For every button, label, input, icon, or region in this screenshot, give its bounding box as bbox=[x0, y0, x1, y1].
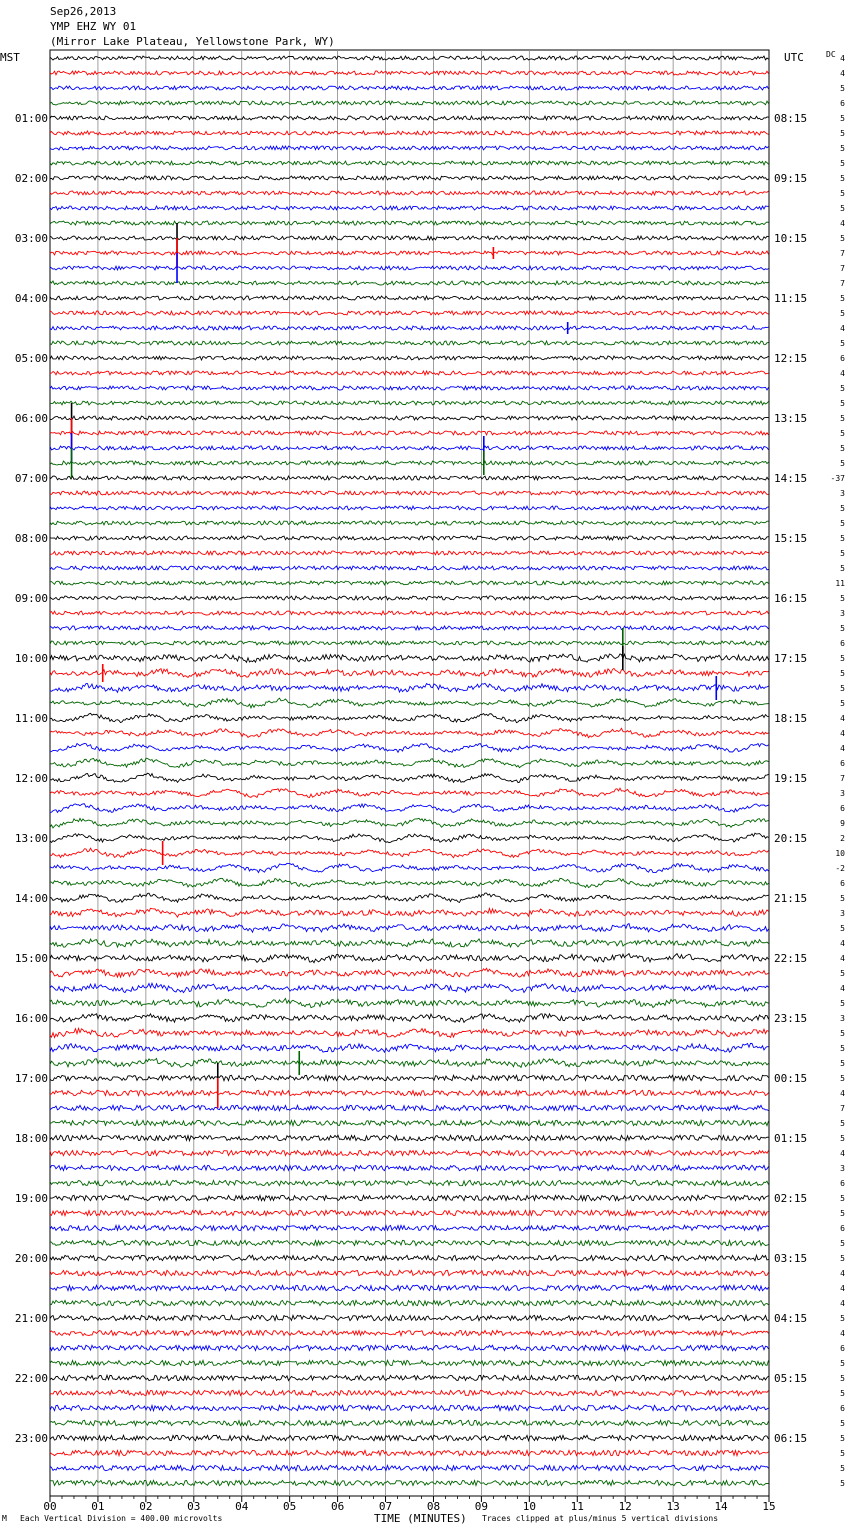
dc-offset-label: 7 bbox=[840, 1104, 845, 1113]
utc-hour-label: 16:15 bbox=[774, 592, 808, 605]
seismic-trace bbox=[50, 878, 769, 887]
seismic-trace bbox=[50, 1375, 769, 1380]
mst-hour-label: 05:00 bbox=[14, 352, 48, 365]
seismic-trace bbox=[50, 698, 769, 708]
x-tick-label: 02 bbox=[139, 1500, 153, 1513]
dc-offset-label: 5 bbox=[840, 399, 845, 408]
dc-offset-label: 5 bbox=[840, 1434, 845, 1443]
dc-offset-label: 5 bbox=[840, 234, 845, 243]
mst-hour-label: 18:00 bbox=[14, 1132, 48, 1145]
dc-offset-label: 5 bbox=[840, 1209, 845, 1218]
x-tick-label: 10 bbox=[522, 1500, 536, 1513]
mst-hour-label: 02:00 bbox=[14, 172, 48, 185]
seismic-trace bbox=[50, 476, 769, 480]
seismic-trace bbox=[50, 1270, 769, 1275]
utc-hour-label: 23:15 bbox=[774, 1012, 808, 1025]
dc-offset-label: 4 bbox=[840, 1269, 845, 1278]
x-tick-label: 11 bbox=[570, 1500, 584, 1513]
dc-offset-label: 4 bbox=[840, 714, 845, 723]
seismic-trace bbox=[50, 833, 769, 842]
clip-note: Traces clipped at plus/minus 5 vertical divisions bbox=[482, 1514, 719, 1523]
dc-offset-label: 4 bbox=[840, 1284, 845, 1293]
dc-offset-label: 5 bbox=[840, 519, 845, 528]
seismic-trace bbox=[50, 341, 769, 345]
dc-offset-label: 2 bbox=[840, 834, 845, 843]
seismic-trace bbox=[50, 1075, 769, 1080]
dc-offset-label: 4 bbox=[840, 219, 845, 228]
dc-offset-label: 5 bbox=[840, 1074, 845, 1083]
dc-offset-label: 5 bbox=[840, 534, 845, 543]
dc-offset-label: 11 bbox=[835, 579, 845, 588]
station-label: YMP EHZ WY 01 bbox=[50, 20, 137, 33]
mst-hour-label: 08:00 bbox=[14, 532, 48, 545]
seismic-trace bbox=[50, 1480, 769, 1485]
dc-offset-label: 5 bbox=[840, 549, 845, 558]
mst-hour-label: 23:00 bbox=[14, 1432, 48, 1445]
seismic-trace bbox=[50, 1465, 769, 1470]
utc-hour-label: 06:15 bbox=[774, 1432, 808, 1445]
dc-offset-label: 5 bbox=[840, 129, 845, 138]
dc-offset-label: 4 bbox=[840, 954, 845, 963]
utc-hour-label: 21:15 bbox=[774, 892, 808, 905]
seismic-trace bbox=[50, 56, 769, 60]
dc-offset-label: 3 bbox=[840, 609, 845, 618]
utc-hour-label: 05:15 bbox=[774, 1372, 808, 1385]
seismic-trace bbox=[50, 551, 769, 555]
mst-hour-label: 04:00 bbox=[14, 292, 48, 305]
utc-hour-label: 14:15 bbox=[774, 472, 808, 485]
seismic-trace bbox=[50, 581, 769, 585]
dc-offset-label: 6 bbox=[840, 99, 845, 108]
dc-offset-label: 3 bbox=[840, 909, 845, 918]
seismic-trace bbox=[50, 863, 769, 872]
dc-offset-label: 5 bbox=[840, 174, 845, 183]
seismic-trace bbox=[50, 641, 769, 645]
seismic-trace bbox=[50, 818, 769, 828]
seismic-trace bbox=[50, 1435, 769, 1440]
dc-offset-label: 5 bbox=[840, 1044, 845, 1053]
seismic-trace bbox=[50, 1240, 769, 1245]
mst-hour-label: 06:00 bbox=[14, 412, 48, 425]
mst-hour-label: 03:00 bbox=[14, 232, 48, 245]
utc-hour-label: 20:15 bbox=[774, 832, 808, 845]
seismic-trace bbox=[50, 221, 769, 225]
x-tick-label: 03 bbox=[187, 1500, 201, 1513]
seismic-trace bbox=[50, 788, 769, 797]
mst-hour-label: 13:00 bbox=[14, 832, 48, 845]
mst-hour-label: 07:00 bbox=[14, 472, 48, 485]
mst-hour-label: 12:00 bbox=[14, 772, 48, 785]
seismic-trace bbox=[50, 491, 769, 495]
seismic-trace bbox=[50, 506, 769, 510]
dc-offset-label: 6 bbox=[840, 354, 845, 363]
x-tick-label: 05 bbox=[283, 1500, 297, 1513]
dc-offset-label: 4 bbox=[840, 324, 845, 333]
dc-offset-label: 6 bbox=[840, 1344, 845, 1353]
dc-offset-label: 5 bbox=[840, 594, 845, 603]
utc-hour-label: 19:15 bbox=[774, 772, 808, 785]
seismic-trace bbox=[50, 1120, 769, 1125]
dc-offset-label: 5 bbox=[840, 429, 845, 438]
mst-hour-label: 17:00 bbox=[14, 1072, 48, 1085]
dc-offset-label: 5 bbox=[840, 189, 845, 198]
seismic-trace bbox=[50, 1180, 769, 1185]
seismic-trace bbox=[50, 446, 769, 450]
seismic-trace bbox=[50, 116, 769, 120]
seismic-trace bbox=[50, 758, 769, 767]
seismic-trace bbox=[50, 326, 769, 330]
seismic-trace bbox=[50, 1330, 769, 1335]
dc-offset-label: 5 bbox=[840, 1359, 845, 1368]
dc-offset-label: 5 bbox=[840, 924, 845, 933]
x-tick-label: 15 bbox=[762, 1500, 776, 1513]
seismic-trace bbox=[50, 176, 769, 180]
utc-hour-label: 01:15 bbox=[774, 1132, 808, 1145]
seismic-trace bbox=[50, 461, 769, 465]
dc-offset-label: 5 bbox=[840, 894, 845, 903]
mst-hour-label: 19:00 bbox=[14, 1192, 48, 1205]
dc-offset-label: 3 bbox=[840, 789, 845, 798]
mst-hour-label: 20:00 bbox=[14, 1252, 48, 1265]
dc-offset-label: 4 bbox=[840, 1329, 845, 1338]
dc-offset-label: 3 bbox=[840, 1164, 845, 1173]
dc-offset-label: 5 bbox=[840, 1479, 845, 1488]
dc-offset-label: 5 bbox=[840, 654, 845, 663]
seismic-trace bbox=[50, 1420, 769, 1425]
dc-offset-label: 5 bbox=[840, 1029, 845, 1038]
seismic-trace bbox=[50, 356, 769, 360]
dc-offset-label: 5 bbox=[840, 459, 845, 468]
seismic-trace bbox=[50, 251, 769, 255]
seismic-trace bbox=[50, 386, 769, 390]
dc-label: DC bbox=[826, 50, 836, 59]
dc-offset-label: 10 bbox=[835, 849, 845, 858]
dc-offset-label: 5 bbox=[840, 999, 845, 1008]
dc-offset-label: 5 bbox=[840, 669, 845, 678]
mst-hour-label: 01:00 bbox=[14, 112, 48, 125]
utc-hour-label: 02:15 bbox=[774, 1192, 808, 1205]
utc-hour-label: 12:15 bbox=[774, 352, 808, 365]
dc-offset-label: 6 bbox=[840, 1224, 845, 1233]
seismic-trace bbox=[50, 1210, 769, 1215]
seismic-trace bbox=[50, 596, 769, 600]
dc-offset-label: 5 bbox=[840, 1389, 845, 1398]
seismic-trace bbox=[50, 654, 769, 662]
dc-offset-label: 4 bbox=[840, 1149, 845, 1158]
seismic-trace bbox=[50, 683, 769, 692]
dc-offset-label: 7 bbox=[840, 249, 845, 258]
utc-hour-label: 04:15 bbox=[774, 1312, 808, 1325]
dc-offset-label: 4 bbox=[840, 369, 845, 378]
dc-offset-label: 5 bbox=[840, 699, 845, 708]
dc-offset-label: 5 bbox=[840, 84, 845, 93]
seismic-trace bbox=[50, 146, 769, 150]
dc-offset-label: 5 bbox=[840, 339, 845, 348]
seismic-trace bbox=[50, 1225, 769, 1230]
dc-offset-label: 5 bbox=[840, 309, 845, 318]
seismic-trace bbox=[50, 1405, 769, 1410]
seismic-trace bbox=[50, 983, 769, 992]
x-tick-label: 09 bbox=[474, 1500, 489, 1513]
utc-hour-label: 09:15 bbox=[774, 172, 808, 185]
dc-offset-label: 5 bbox=[840, 444, 845, 453]
seismic-trace bbox=[50, 1105, 769, 1110]
mst-hour-label: 11:00 bbox=[14, 712, 48, 725]
seismic-trace bbox=[50, 848, 769, 858]
utc-hour-label: 13:15 bbox=[774, 412, 808, 425]
seismic-trace bbox=[50, 1300, 769, 1305]
dc-offset-label: -37 bbox=[830, 474, 845, 483]
seismic-trace bbox=[50, 431, 769, 435]
seismic-trace bbox=[50, 566, 769, 570]
utc-hour-label: 03:15 bbox=[774, 1252, 808, 1265]
x-tick-label: 06 bbox=[330, 1500, 345, 1513]
dc-offset-label: 4 bbox=[840, 69, 845, 78]
seismic-trace bbox=[50, 1090, 769, 1095]
mst-axis-label: MST bbox=[0, 51, 20, 64]
date-label: Sep26,2013 bbox=[50, 5, 117, 18]
x-tick-label: 07 bbox=[378, 1500, 393, 1513]
dc-offset-label: 6 bbox=[840, 759, 845, 768]
dc-offset-label: 4 bbox=[840, 54, 845, 63]
seismic-trace bbox=[50, 713, 769, 722]
dc-offset-label: 5 bbox=[840, 1419, 845, 1428]
x-tick-label: 12 bbox=[618, 1500, 632, 1513]
seismic-trace bbox=[50, 924, 769, 933]
seismic-trace bbox=[50, 1285, 769, 1290]
seismic-trace bbox=[50, 521, 769, 525]
dc-offset-label: 5 bbox=[840, 1134, 845, 1143]
seismic-trace bbox=[50, 1150, 769, 1155]
dc-offset-label: 5 bbox=[840, 969, 845, 978]
seismic-trace bbox=[50, 773, 769, 782]
dc-offset-label: 4 bbox=[840, 729, 845, 738]
x-tick-label: 04 bbox=[235, 1500, 249, 1513]
dc-offset-label: 7 bbox=[840, 279, 845, 288]
utc-hour-label: 18:15 bbox=[774, 712, 808, 725]
seismic-trace bbox=[50, 954, 769, 963]
seismic-trace bbox=[50, 401, 769, 405]
seismic-trace bbox=[50, 281, 769, 285]
seismic-trace bbox=[50, 536, 769, 540]
dc-offset-label: 3 bbox=[840, 489, 845, 498]
seismic-trace bbox=[50, 804, 769, 813]
utc-hour-label: 11:15 bbox=[774, 292, 808, 305]
seismic-trace bbox=[50, 236, 769, 240]
dc-offset-label: 7 bbox=[840, 264, 845, 273]
dc-offset-label: 6 bbox=[840, 1179, 845, 1188]
dc-offset-label: 5 bbox=[840, 294, 845, 303]
dc-offset-label: 5 bbox=[840, 1374, 845, 1383]
dc-offset-label: 5 bbox=[840, 564, 845, 573]
dc-offset-label: 5 bbox=[840, 1239, 845, 1248]
dc-offset-label: 5 bbox=[840, 384, 845, 393]
mst-hour-label: 15:00 bbox=[14, 952, 48, 965]
seismic-trace bbox=[50, 908, 769, 917]
seismic-trace bbox=[50, 1390, 769, 1395]
seismic-trace bbox=[50, 728, 769, 737]
dc-offset-label: 6 bbox=[840, 639, 845, 648]
seismic-trace bbox=[50, 1360, 769, 1365]
location-label: (Mirror Lake Plateau, Yellowstone Park, WY) bbox=[50, 35, 335, 48]
seismic-trace bbox=[50, 266, 769, 270]
seismic-trace bbox=[50, 191, 769, 195]
dc-offset-label: 6 bbox=[840, 804, 845, 813]
x-tick-label: 01 bbox=[91, 1500, 105, 1513]
dc-offset-label: 5 bbox=[840, 1194, 845, 1203]
mst-hour-label: 16:00 bbox=[14, 1012, 48, 1025]
seismic-trace bbox=[50, 296, 769, 300]
seismic-trace bbox=[50, 1043, 769, 1052]
seismic-trace bbox=[50, 939, 769, 947]
dc-offset-label: 5 bbox=[840, 1254, 845, 1263]
utc-hour-label: 22:15 bbox=[774, 952, 808, 965]
dc-offset-label: 4 bbox=[840, 984, 845, 993]
seismic-trace bbox=[50, 968, 769, 977]
seismic-trace bbox=[50, 998, 769, 1007]
dc-offset-label: 6 bbox=[840, 879, 845, 888]
seismic-trace bbox=[50, 1450, 769, 1455]
x-tick-label: 00 bbox=[43, 1500, 57, 1513]
seismic-trace bbox=[50, 416, 769, 420]
dc-offset-label: 5 bbox=[840, 504, 845, 513]
seismic-trace bbox=[50, 1345, 769, 1350]
utc-hour-label: 08:15 bbox=[774, 112, 808, 125]
seismic-trace bbox=[50, 1014, 769, 1023]
x-axis-label: TIME (MINUTES) bbox=[374, 1512, 467, 1525]
amplitude-note: Each Vertical Division = 400.00 microvolts bbox=[20, 1514, 223, 1523]
x-tick-label: 13 bbox=[666, 1500, 680, 1513]
seismic-trace bbox=[50, 1255, 769, 1260]
x-tick-label: 14 bbox=[714, 1500, 728, 1513]
dc-offset-label: -2 bbox=[835, 864, 845, 873]
seismic-trace bbox=[50, 206, 769, 210]
seismic-trace bbox=[50, 371, 769, 375]
dc-offset-label: 5 bbox=[840, 1449, 845, 1458]
dc-offset-label: 5 bbox=[840, 159, 845, 168]
dc-offset-label: 5 bbox=[840, 414, 845, 423]
seismic-trace bbox=[50, 311, 769, 315]
dc-offset-label: 5 bbox=[840, 684, 845, 693]
seismic-trace bbox=[50, 893, 769, 902]
dc-offset-label: 5 bbox=[840, 1119, 845, 1128]
seismic-trace bbox=[50, 101, 769, 105]
dc-offset-label: 3 bbox=[840, 1014, 845, 1023]
seismic-trace bbox=[50, 611, 769, 615]
dc-offset-label: 5 bbox=[840, 1059, 845, 1068]
seismic-trace bbox=[50, 161, 769, 165]
seismic-trace bbox=[50, 131, 769, 135]
seismic-trace bbox=[50, 1315, 769, 1320]
seismic-trace bbox=[50, 1165, 769, 1170]
dc-offset-label: 4 bbox=[840, 1089, 845, 1098]
dc-offset-label: 5 bbox=[840, 144, 845, 153]
dc-offset-label: 5 bbox=[840, 624, 845, 633]
x-tick-label: 08 bbox=[426, 1500, 441, 1513]
seismic-trace bbox=[50, 1135, 769, 1140]
footer-mark: M bbox=[2, 1514, 7, 1523]
mst-hour-label: 21:00 bbox=[14, 1312, 48, 1325]
utc-hour-label: 15:15 bbox=[774, 532, 808, 545]
dc-offset-label: 5 bbox=[840, 114, 845, 123]
mst-hour-label: 10:00 bbox=[14, 652, 48, 665]
seismic-trace bbox=[50, 71, 769, 75]
seismic-trace bbox=[50, 668, 769, 677]
mst-hour-label: 22:00 bbox=[14, 1372, 48, 1385]
utc-axis-label: UTC bbox=[784, 51, 804, 64]
dc-offset-label: 5 bbox=[840, 204, 845, 213]
dc-offset-label: 4 bbox=[840, 939, 845, 948]
mst-hour-label: 14:00 bbox=[14, 892, 48, 905]
dc-offset-label: 4 bbox=[840, 1299, 845, 1308]
utc-hour-label: 10:15 bbox=[774, 232, 808, 245]
dc-offset-label: 4 bbox=[840, 744, 845, 753]
utc-hour-label: 00:15 bbox=[774, 1072, 808, 1085]
seismic-trace bbox=[50, 86, 769, 90]
seismic-trace bbox=[50, 1195, 769, 1200]
seismic-trace bbox=[50, 1028, 769, 1037]
dc-offset-label: 9 bbox=[840, 819, 845, 828]
seismic-trace bbox=[50, 1058, 769, 1067]
mst-hour-label: 09:00 bbox=[14, 592, 48, 605]
dc-offset-label: 5 bbox=[840, 1464, 845, 1473]
seismic-trace bbox=[50, 743, 769, 752]
dc-offset-label: 5 bbox=[840, 1314, 845, 1323]
dc-offset-label: 7 bbox=[840, 774, 845, 783]
seismic-trace bbox=[50, 626, 769, 630]
dc-offset-label: 6 bbox=[840, 1404, 845, 1413]
utc-hour-label: 17:15 bbox=[774, 652, 808, 665]
